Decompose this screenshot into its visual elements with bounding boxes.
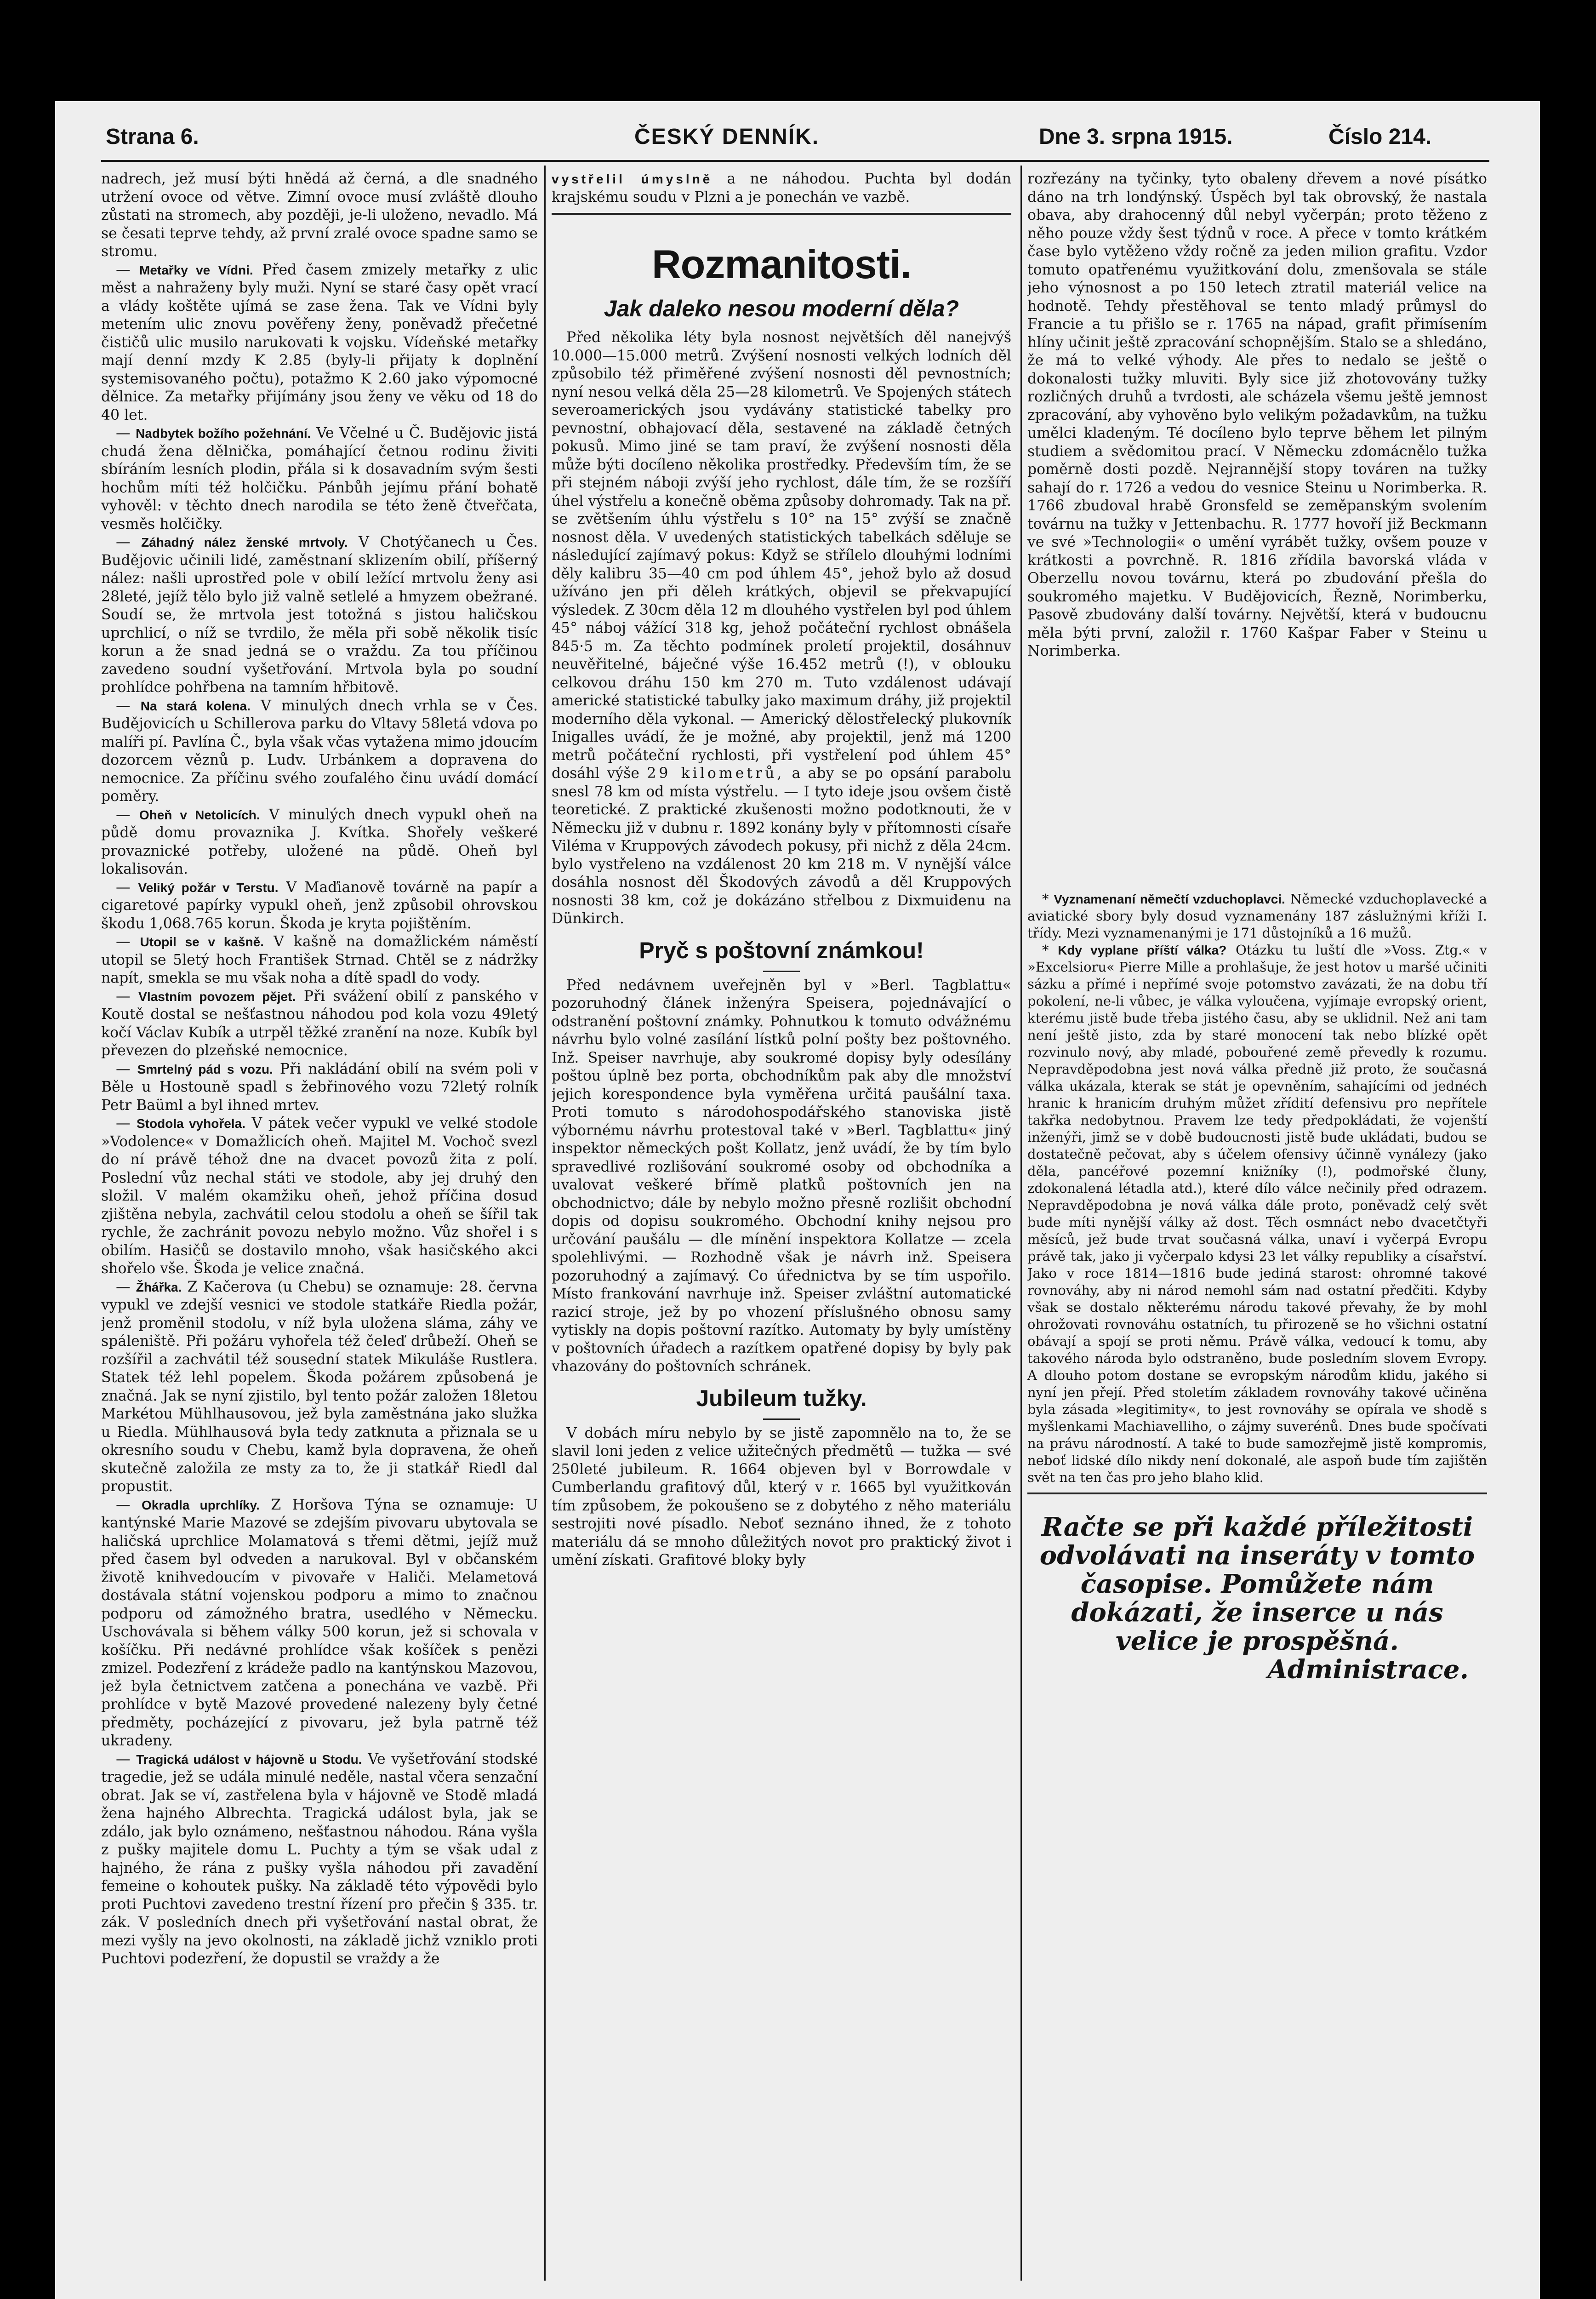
item-headline: Záhadný nález ženské mrtvoly.	[141, 535, 348, 549]
news-item: — Smrtelný pád s vozu. Při nakládání obilí na svém poli v Běle u Hostouně spadl s žebřinového vozu 72letý rolník Petr Baüml a byl ihned mrtev.	[101, 1060, 538, 1114]
item-headline: Veliký požár v Terstu.	[138, 880, 279, 895]
short-notes	[1027, 891, 1487, 1486]
news-item: — Metařky ve Vídni. Před časem zmizely metařky z ulic měst a nahraženy byly muži. Nyní se staré časy opět vrací a vlády koštěte ujímá se zase žena. Tak ve Vídni byly metením ulic znovu pověřeny ženy, poněvadž přečetné čističů ulic musilo narukovati k vojsku. Vídeňské metařky mají denní mzdy K 2.85 (byly-li přijaty k doplnění systemisovaného počtu), potažmo K 2.60 jako výpomocné dělnice. Za metařky přijímány jsou ženy ve věku od 18 do 40 let.	[101, 261, 538, 423]
header-rule	[101, 160, 1489, 162]
article-headline: Jak daleko nesou moderní děla?	[604, 296, 959, 321]
item-headline: Stodola vyhořela.	[137, 1116, 245, 1131]
item-headline: Smrtelný pád s vozu.	[137, 1062, 273, 1076]
column-1	[101, 170, 538, 2294]
column-divider	[1020, 166, 1022, 2281]
news-item: — Na stará kolena. V minulých dnech vrhla se v Čes. Budějovicích u Schillerova parku do Vltavy 58letá vdova po malíři pí. Pavlína Č., byla však včas vytažena mimo jdoucím dozorcem věznů p. Ludv. Urbánkem a dopravena do nemocnice. Za příčinu svého zoufalého činu uvádí domácí poměry.	[101, 697, 538, 805]
news-item: — Veliký požár v Terstu. V Maďianově továrně na papír a cigaretové papírky vypukl oheň, jenž způsobil ohrovskou škodu 1,068.765 korun. Škoda je kryta pojištěním.	[101, 879, 538, 932]
news-item: — Oheň v Netolicích. V minulých dnech vypukl oheň na půdě domu provaznika J. Kvítka. Shořely veškeré provaznické potřeby, uložené na půdě. Oheň byl lokalisován.	[101, 806, 538, 877]
news-item: — Záhadný nález ženské mrtvoly. V Chotýčanech u Čes. Budějovic učinili lidé, zaměstnaní sklizením obilí, příšerný nález: našli uprostřed pole v obilí ležící mrtvolu ženy asi 28leté, jejíž tělo bylo již valně setlelé a hmyzem obežrané. Soudí se, že mrtvola jest totožná s jistou haličskou uprchlicí, o níž se tvrdilo, že měla při sobě několik tisíc korun a že snad jedná se o vraždu. Za tou příčinou zavedeno soudní vyšetřování. Mrtvola byla po soudní prohlídce pohřbena na tamním hřbitově.	[101, 534, 538, 696]
item-headline: Okradla uprchlíky.	[142, 1498, 260, 1512]
news-item: * Kdy vyplane příští válka? Otázku tu luští dle »Voss. Ztg.« v »Excelsioru« Pierre Mille a prohlašuje, že jest hotov u maršé učiniti sázku a přímé i nepřímé svoje potomstvo zavázati, že na dobu tří pokolení, ne-li vůbec, je válka vyloučena, vyjímaje evropský orient, kterému jistě bude třeba jistého času, aby se uklidnil. Než ani tam není ještě jisto, zda by staré monocení tak nebo blízké opět rozvinulo nový, aby mladé, pobouřené země převedly k rozumu. Nepravděpodobna jest nová válka předně již proto, že současná válka ukázala, kterak se stát je opevněním, sahajícími od jednéch hranic k hranicím druhým můžet zřídití defensivu pro nepřítele takřka nedobytnou. Pravem lze tedy předpokládati, že vojenští inženýři, jimž se v době budoucnosti jistě bude ukládati, budou se dostatečně pečovat, aby s účelem ofensivy účinně vynálezy (jako děla, pancéřové pozemní knižníky (!), podmořské čluny, zdokonalená létadla atd.), které dílo válce nečinily před odrazem. Nepravděpodobna je nová válka dále proto, poněvadž celý svět bude míti nynější války až dost. Těch osmnáct nebo dvacetčtyři měsíců, jež bude trvat současná válka, unaví i vyčerpá Evropu právě tak, jako ji vyčerpalo kdysi 23 let války republiky a císařství. Jako v roce 1814—1816 bude jediná starost: ohromné takové rovnováhy, aby ni národ nemohl sám nad ostatní předčiti. Kdyby však se dostalo některému národu takové převahy, že by mohl ohrožovati rovnováhu ostatních, tu přirozeně se ho všichni ostatní obávají a spojí se proti němu. Právě válka, vedoucí k tomu, aby takového národa bylo odstraněno, bude posledním slovem Evropy. A dlouho potom dostane se evropským národům klidu, jakého si nyní jen přejí. Před stoletím základem rovnováhy takové učiněna byla zásada »legitimity«, to jest rovnováhy se opírala ve shodě s myšlenkami Machiavelliho, o zájmy suverénů. Dnes bude spočívati na právu národností. A také to bude samozřejmě jistě kompromis, neboť lidské dílo nikdy není dokonalé, ale aspoň bude tím zajištěn svět na ten čas pro jeho blaho klid.	[1027, 942, 1487, 1485]
masthead: ČESKÝ DENNÍK.	[634, 125, 820, 149]
item-headline: Utopil se v kašně.	[140, 935, 264, 949]
article-paragraph: V dobách míru nebylo by se jistě zapomnělo na to, že se slavil loni jeden z velice užitečných předmětů — tužka — své 250leté jubileum. R. 1664 objeven byl v Borrowdale v Cumberlandu grafitový důl, který v r. 1665 byl využitkován tím způsobem, že pokoušeno se z dobytého z něho materiálu sestrojiti nové písadlo. Neboť seznáno ihned, že z tohoto materiálu dá se mnoho důležitých novot pro praktický život i umění získati. Grafitové bloky byly	[552, 1424, 1011, 1568]
paragraph: nadrech, jež musí býti hnědá až černá, a dle snadného utržení ovoce od větve. Zimní ovoce musí zvláště dlouho zůstati na stromech, aby později, je-li uloženo, nevadlo. Má se česati teprve tehdy, až první zralé ovoce spadne samo se stromu.	[101, 171, 538, 260]
news-item: — Vlastním povozem pĕjet. Při svážení obilí z panského v Koutě dostal se nešťastnou náhodou pod kola vozu 49letý kočí Václav Kubík a utrpěl těžké zranění na noze. Kubík byl převezen do plzeňské nemocnice.	[101, 988, 538, 1059]
column-divider	[544, 166, 546, 2281]
article-paragraph: Před nedávnem uveřejněn byl v »Berl. Tagblattu« pozoruhodný článek inženýra Speisera, pojednávající o odstranění poštovní známky. Pohnutkou k tomuto odvážnému návrhu bylo volné zasílání lístků polní pošty bez poštovného. Inž. Speiser navrhuje, aby soukromé dopisy byly odesílány poštou úplně bez porta, obchodníkům pak aby dle množství jejich korespondence byla vyměřena určitá paušální taxa. Proti tomuto s národohospodářského stanoviska jistě výbornému návrhu protestoval také v »Berl. Tagblattu« jiný inspektor německých pošt Kollatz, jenž uvádí, že by tím bylo spravedlivé rozlišování soukromé osoby od obchodníka a uvalovat veškeré břímě platků poštovních jen na obchodnictvo; dále by nebylo možno přesně rozlišit obchodní dopis od dopisu soukromého. Obchodní knihy nejsou pro určování paušálu — dle mínění inspektora Kollatze — zcela spolehlivými. — Rozhodně však je návrh inž. Speisera pozoruhodný a zajímavý. Co úřednictva by se tím uspořilo. Místo frankování navrhuje inž. Speiser zvláštní automatické razicí stroje, jež by po vhození příslušného obnosu samy vytiskly na dopis poštovní razítko. Automaty by byly umístěny v poštovních úřadech a razítkem opatřené dopisy by byly pak vhazovány do poštovních schránek.	[552, 977, 1011, 1375]
item-headline: Vlastním povozem pĕjet.	[138, 989, 296, 1004]
news-item: * Vyznamenaní němečtí vzduchoplavci. Německé vzduchoplavecké a aviatické sbory byly dosud vyznamenány 187 záslužnými kříži I. třídy. Mezi vyznamenanými je 171 důstojníků a 16 mužů.	[1027, 891, 1487, 941]
item-headline: Na stará kolena.	[140, 698, 251, 713]
issue-date: Dne 3. srpna 1915.	[1039, 125, 1233, 149]
advertisement	[1027, 1513, 1487, 1684]
item-headline: Metařky ve Vídni.	[139, 263, 253, 277]
item-headline: Kdy vyplane příští válka?	[1058, 943, 1227, 957]
news-item: — Nadbytek božího požehnání. Ve Včelné u Č. Budějovic jistá chudá žena dělnička, pomáhající četnou rodinu živiti sbíráním lesních plodin, přála si k dosavadním svým šesti hochům míti též holčičku. Pánbůh jejímu přání bohatě vyhověl: v těchto dnech narodila se této ženě čtveřčata, vesměs holčičky.	[101, 425, 538, 532]
item-headline: Nadbytek božího požehnání.	[136, 426, 311, 440]
column-3	[1027, 170, 1487, 2294]
newspaper-page	[55, 101, 1540, 2299]
page-header	[106, 124, 1489, 161]
article-headline: Jubileum tužky.	[696, 1385, 867, 1411]
paragraph: vystřelil úmyslně a ne náhodou. Puchta byl dodán krajskému soudu v Plzni a je ponechán ve vazbě.	[552, 171, 1011, 206]
news-item: — Stodola vyhořela. V pátek večer vypukl ve velké stodole »Vodolence« v Domažlicích oheň. Majitel M. Vochoč svezl do ní právě téhož dne na dvacet povozů žita z polí. Poslední vůz nechal státi ve stodole, aby jej druhý den složil. V malém okamžiku oheň, jehož příčina dosud zjištěna nebyla, zachvátil celou stodolu a oheň se šířil tak rychle, že zachránit povozu nebylo možno. Vůz shořel i s obilím. Hasičů se dostavilo mnoho, však hasičského akci shořelo vše. Škoda je velice značná.	[101, 1115, 538, 1277]
column-2	[552, 170, 1011, 2294]
section-title: Rozmanitosti.	[652, 241, 911, 287]
item-headline: Vyznamenaní němečtí vzduchoplavci.	[1054, 892, 1285, 906]
ad-text: Račte se při každé příležitosti odvolávati na inseráty v tomto časopise. Pomůžete nám dokázati, že inserce u nás velice je prospěšná.	[1039, 1511, 1475, 1656]
headline-rule	[763, 1418, 800, 1420]
article-paragraph: rozřezány na tyčinky, tyto obaleny dřevem a nové písátko dáno na trh londýnský. Úspěch byl tak obrovský, že nastala obava, aby drahocenný důl nebyl vyčerpán; proto těženo z něho pouze vždy šest týdnů v roce. A přece v tomto krátkém čase bylo vytěženo vždy ročně za jeden milion grafitu. Vzdor tomuto opatřenému využitkování dolu, zmenšovala se stále jeho výnosnost a po 150 letech ztratil materiál velice na hodnotě. Tehdy přestěhoval se tento mladý průmysl do Francie a tu přišlo se r. 1765 na nápad, grafit přimísením hlíny učinit ještě zpracování schopnějším. Stalo se a shledáno, že má to velké výhody. Ale přes to nedalo se ještě o dokonalosti tužky mluviti. Byly sice již zhotovovány tužky rozličných druhů a tvrdosti, ale scházela všemu ještě jemnost zpracování, aby vyhověno bylo velikým požadavkům, na tužku umělci kladeným. Té docíleno bylo teprve během let pilným studiem a svědomitou prací. V Německu zdomácnělo tužka poměrně dosti pozdě. Nejrannější stopy továren na tužky sahají do r. 1726 a vedou do vesnice Steinu u Norimberka. R. 1766 zbudoval hrabě Gronsfeld se zeměpanským svolením továrnu na tužky v Jettenbachu. R. 1777 hovoří již Beckmann ve své »Technologii« o umění vyrábět tužky, ovšem pouze v krátkosti a povrchně. R. 1816 zřídila bavorská vláda v Oberzellu novou továrnu, která po zbudování přešla do soukromého majetku. V Budějovicích, Řezně, Norimberku, Pasově zbudovány další továrny. Největší, která v budoucnu měla býti první, založil r. 1760 Kašpar Faber v Steinu u Norimberka.	[1027, 171, 1487, 659]
news-item: — Tragická událost v hájovně u Stodu. Ve vyšetřování stodské tragedie, jež se udála minulé neděle, nastal včera senzační obrat. Jak se ví, zastřelena byla v hájovně ve Stodě mladá žena hajného Albrechta. Tragická událost byla, jak se zdálo, jak bylo oznámeno, nešťastnou náhodou. Rána vyšla z pušky majitele domu L. Puchty a tým se však udal z hajného, že rána z pušky vyšla náhodou při zavadění femeine o kohoutek pušky. Na základě této výpovědi bylo proti Puchtovi zavedeno trestní řízení pro přečin § 335. tr. zák. V posledních dnech při vyšetřování nastal obrat, že mezi vyšly na jevo okolnosti, na základě jichž vzniklo proti Puchtovi podezření, že dopustil se vraždy a že	[101, 1750, 538, 1967]
news-item: — Okradla uprchlíky. Z Horšova Týna se oznamuje: U kantýnské Marie Mazové se zdejším pivovaru ubytovala se haličská uprchlice Molamatová s třemi dětmi, jejíž muž před časem byl odveden a narukoval. Byl v občanském životě knihvedoucím v pivovaře v Haliči. Melametová dostávala státní vojenskou podporu a mimo to značnou podporu od zámožného bratra, usedlého v Německu. Uschovávala si během války 500 korun, jež si schovala v košíčku. Při nedávné prohlídce však košíček s penězi zmizel. Podezření z krádeže padlo na kantýnskou Mazovou, jež byla četnictvem zatčena a ponechána ve vazbě. Při prohlídce v bytě Mazové provedené nalezeny byly četné předměty, pocházející z pivovaru, jež byla patrně též ukradeny.	[101, 1496, 538, 1749]
item-headline: Oheň v Netolicích.	[139, 807, 260, 822]
item-headline: Žhářka.	[136, 1280, 182, 1294]
item-headline: Tragická událost v hájovně u Stodu.	[136, 1752, 362, 1767]
article-headline: Pryč s poštovní známkou!	[639, 937, 924, 963]
section-rule	[552, 213, 1011, 215]
article-paragraph: Před několika léty byla nosnost největších děl nanejvýš 10.000—15.000 metrů. Zvýšení nosnosti velkých lodních děl způsobilo též přiměřené zvýšení nosnosti děl pevnostních; nyní nesou velká děla 25—28 kilometrů. Ve Spojených státech severoamerických jsou vydávány statistické tabelky pro pevnostní, obhajovací děla, sestavené na základě četných pokusů. Mimo jiné se tam praví, že zvýšení nosnosti děla může býti docíleno několika prostředky. Především tím, že se při stejném náboji zvýší jeho rychlost, dále tím, že se rozšíří úhel výstřelu a konečně oběma způsoby dohromady. Tak na př. se zvětšením úhlu výstřelu s 10° na 15° zvýší se značně nosnost děla. V uvedených statistických tabelkách sděluje se následující zajímavý pokus: Když se střílelo dlouhými lodními děly kalibru 35—40 cm pod úhlem 45°, jehož bylo až dosud užíváno jen při děleh krátkých, objevil se překvapující výsledek. Z 30cm děla 12 m dlouhého vystřelen byl pod úhlem 45° náboj vážící 318 kg, jehož počáteční rychlost obnášela 845·5 m. Za těchto podmínek proletí projektil, dosáhnuv neuvěřitelné, báječné výše 16.452 metrů (!), v oblouku celkovou dráhu 150 km 270 m. Tuto vzdálenost udávají americké statistické tabulky jako maximum dráhy, již projektil moderního děla vykonal. — Americký dělostřelecký plukovník Inigalles uvádí, že je možné, aby projektil, jenž má 1200 metrů počáteční rychlosti, při vystřelení pod úhlem 45° dosáhl výše 29 kilometrů, a aby se po opsání parabolu snesl 78 km od místa výstřelu. — I tyto ideje jsou ovšem čistě teoretické. Z praktické zkušenosti možno podotknouti, že v Německu již v dubnu r. 1892 konány byly v přítomnosti císaře Viléma v Kruppových závodech pokusy, při nichž z děla 24cm. bylo vystřeleno na vzdálenost 20 km 218 m. V nynější válce dosáhla nosnost děl Škodových závodů a děl Kruppových nosnosti 38 km, což je dokázáno střelbou z Dixmuidenu na Dünkirch.	[552, 329, 1011, 927]
page-number: Strana 6.	[106, 125, 199, 149]
blank-space	[1027, 661, 1487, 891]
headline-rule	[763, 971, 800, 972]
issue-number: Číslo 214.	[1328, 125, 1432, 149]
news-item: — Utopil se v kašně. V kašně na domažlickém náměstí utopil se 5letý hoch František Strnad. Chtěl se z nádržky napít, smekla se mu však noha a dítě spadl do vody.	[101, 933, 538, 986]
ad-signature: Administrace.	[1267, 1654, 1469, 1685]
section-rule	[1027, 1493, 1487, 1494]
news-item: — Žhářka. Z Kačerova (u Chebu) se oznamuje: 28. června vypukl ve zdejší vesnici ve stodole statkáře Riedla požár, jenž proměnil stodolu, v níž byla uložena sláma, záhy ve spáleniště. Při požáru vyhořela též čeleď drůbeží. Oheň se rozšířil a zachvátil též sousední statek Mikuláše Rustlera. Statek též lehl popelem. Škoda požárem způsobená je značná. Jak se nyní zjistilo, byl tento požár založen 18letou Markétou Mühlhausovou, jež byla zaměstnána jako služka u Riedla. Mühlhausová byla tedy zatknuta a přiznala se u okresního soudu v Chebu, kamž byla dopravena, že oheň skutečně založila ze msty za to, že ji statkář Riedl dal propustit.	[101, 1278, 538, 1495]
